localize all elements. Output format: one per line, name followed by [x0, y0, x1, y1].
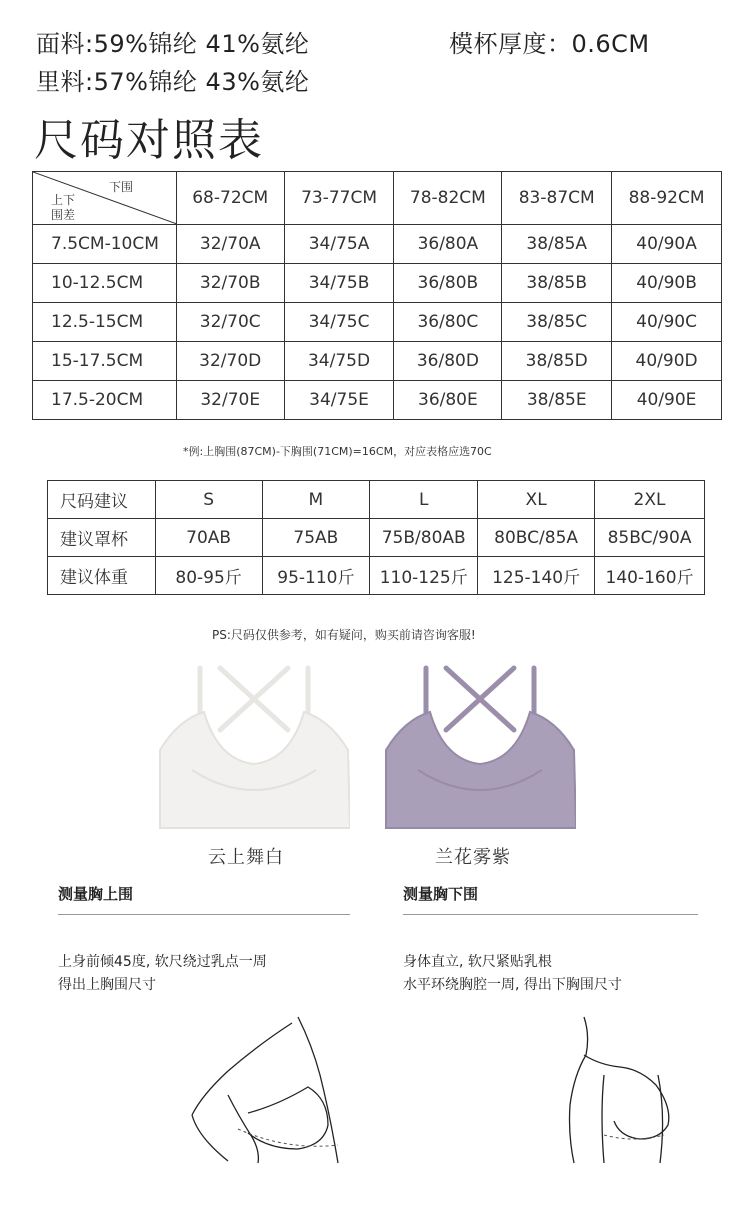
- measure-under-line-2: 水平环绕胸腔一周, 得出下胸围尺寸: [403, 977, 622, 993]
- table-cell: 36/80E: [394, 381, 502, 420]
- table-cell: 32/70B: [176, 264, 284, 303]
- table-cell: 125-140斤: [478, 557, 595, 595]
- table-cell: 40/90E: [612, 381, 722, 420]
- table-cell: 34/75A: [284, 225, 394, 264]
- under-bust-illustration: [560, 1015, 680, 1165]
- size-recommendation-table: [47, 480, 705, 595]
- corner-underbust-label: 下围: [109, 180, 134, 194]
- column-header: 83-87CM: [502, 172, 612, 225]
- row-header: 尺码建议: [48, 481, 156, 519]
- table-cell: 95-110斤: [262, 557, 370, 595]
- corner-difference-label-1: 上下: [51, 193, 76, 207]
- column-header: 88-92CM: [612, 172, 722, 225]
- ps-note: PS:尺码仅供参考，如有疑问，购买前请咨询客服!: [212, 628, 476, 642]
- example-note: *例:上胸围(87CM)-下胸围(71CM)=16CM，对应表格应选70C: [183, 445, 492, 458]
- measure-under-title: 测量胸下围: [403, 885, 479, 903]
- table-cell: 40/90A: [612, 225, 722, 264]
- row-header: 建议罩杯: [48, 519, 156, 557]
- white-bra-image: [158, 660, 350, 830]
- column-header: 68-72CM: [176, 172, 284, 225]
- table-cell: 75B/80AB: [370, 519, 478, 557]
- upper-bust-illustration: [188, 1015, 358, 1165]
- column-header: L: [370, 481, 478, 519]
- size-chart-table: [32, 171, 722, 420]
- table-cell: 75AB: [262, 519, 370, 557]
- measure-upper-line-2: 得出上胸围尺寸: [58, 977, 156, 993]
- color-name-purple: 兰花雾紫: [435, 847, 511, 868]
- table-cell: 110-125斤: [370, 557, 478, 595]
- column-header: XL: [478, 481, 595, 519]
- table-row: [33, 342, 722, 381]
- column-header: S: [155, 481, 262, 519]
- table-cell: 40/90C: [612, 303, 722, 342]
- column-header: 73-77CM: [284, 172, 394, 225]
- column-header: M: [262, 481, 370, 519]
- table-cell: 85BC/90A: [595, 519, 705, 557]
- table-cell: 140-160斤: [595, 557, 705, 595]
- row-header: 7.5CM-10CM: [33, 225, 177, 264]
- table-cell: 38/85C: [502, 303, 612, 342]
- table-row: [48, 557, 705, 595]
- table-cell: 32/70E: [176, 381, 284, 420]
- column-header: 78-82CM: [394, 172, 502, 225]
- table-row: [33, 303, 722, 342]
- corner-difference-label-2: 围差: [51, 208, 76, 222]
- size-chart-title: 尺码对照表: [34, 115, 264, 166]
- cup-thickness-text: 模杯厚度：0.6CM: [449, 30, 650, 58]
- table-row: [48, 519, 705, 557]
- table-cell: 38/85A: [502, 225, 612, 264]
- table-row: [33, 264, 722, 303]
- table-cell: 80BC/85A: [478, 519, 595, 557]
- table-cell: 34/75E: [284, 381, 394, 420]
- measure-upper-line-1: 上身前倾45度, 软尺绕过乳点一周: [58, 954, 267, 970]
- row-header: 建议体重: [48, 557, 156, 595]
- table-cell: 34/75D: [284, 342, 394, 381]
- lining-fabric-text: 里料:57%锦纶 43%氨纶: [36, 68, 310, 96]
- table-cell: 38/85D: [502, 342, 612, 381]
- measure-upper-title: 测量胸上围: [58, 885, 134, 903]
- table-cell: 38/85B: [502, 264, 612, 303]
- table-cell: 80-95斤: [155, 557, 262, 595]
- measure-under-line-1: 身体直立, 软尺紧贴乳根: [403, 954, 552, 970]
- face-fabric-text: 面料:59%锦纶 41%氨纶: [36, 30, 310, 58]
- color-name-white: 云上舞白: [208, 847, 284, 868]
- size-chart-header-row: [33, 172, 722, 225]
- column-header: 2XL: [595, 481, 705, 519]
- table-cell: 36/80D: [394, 342, 502, 381]
- table-row: [33, 225, 722, 264]
- row-header: 12.5-15CM: [33, 303, 177, 342]
- divider: [58, 914, 350, 915]
- table-cell: 40/90D: [612, 342, 722, 381]
- purple-bra-image: [384, 660, 576, 830]
- table-cell: 36/80B: [394, 264, 502, 303]
- row-header: 10-12.5CM: [33, 264, 177, 303]
- table-row: [33, 381, 722, 420]
- table-cell: 70AB: [155, 519, 262, 557]
- table-cell: 32/70D: [176, 342, 284, 381]
- divider: [403, 914, 698, 915]
- table-cell: 34/75C: [284, 303, 394, 342]
- corner-cell: [33, 172, 177, 225]
- table-cell: 40/90B: [612, 264, 722, 303]
- row-header: 17.5-20CM: [33, 381, 177, 420]
- table-cell: 32/70A: [176, 225, 284, 264]
- table-cell: 36/80A: [394, 225, 502, 264]
- row-header: 15-17.5CM: [33, 342, 177, 381]
- table-cell: 32/70C: [176, 303, 284, 342]
- table-cell: 34/75B: [284, 264, 394, 303]
- table-cell: 38/85E: [502, 381, 612, 420]
- table-cell: 36/80C: [394, 303, 502, 342]
- recommend-header-row: [48, 481, 705, 519]
